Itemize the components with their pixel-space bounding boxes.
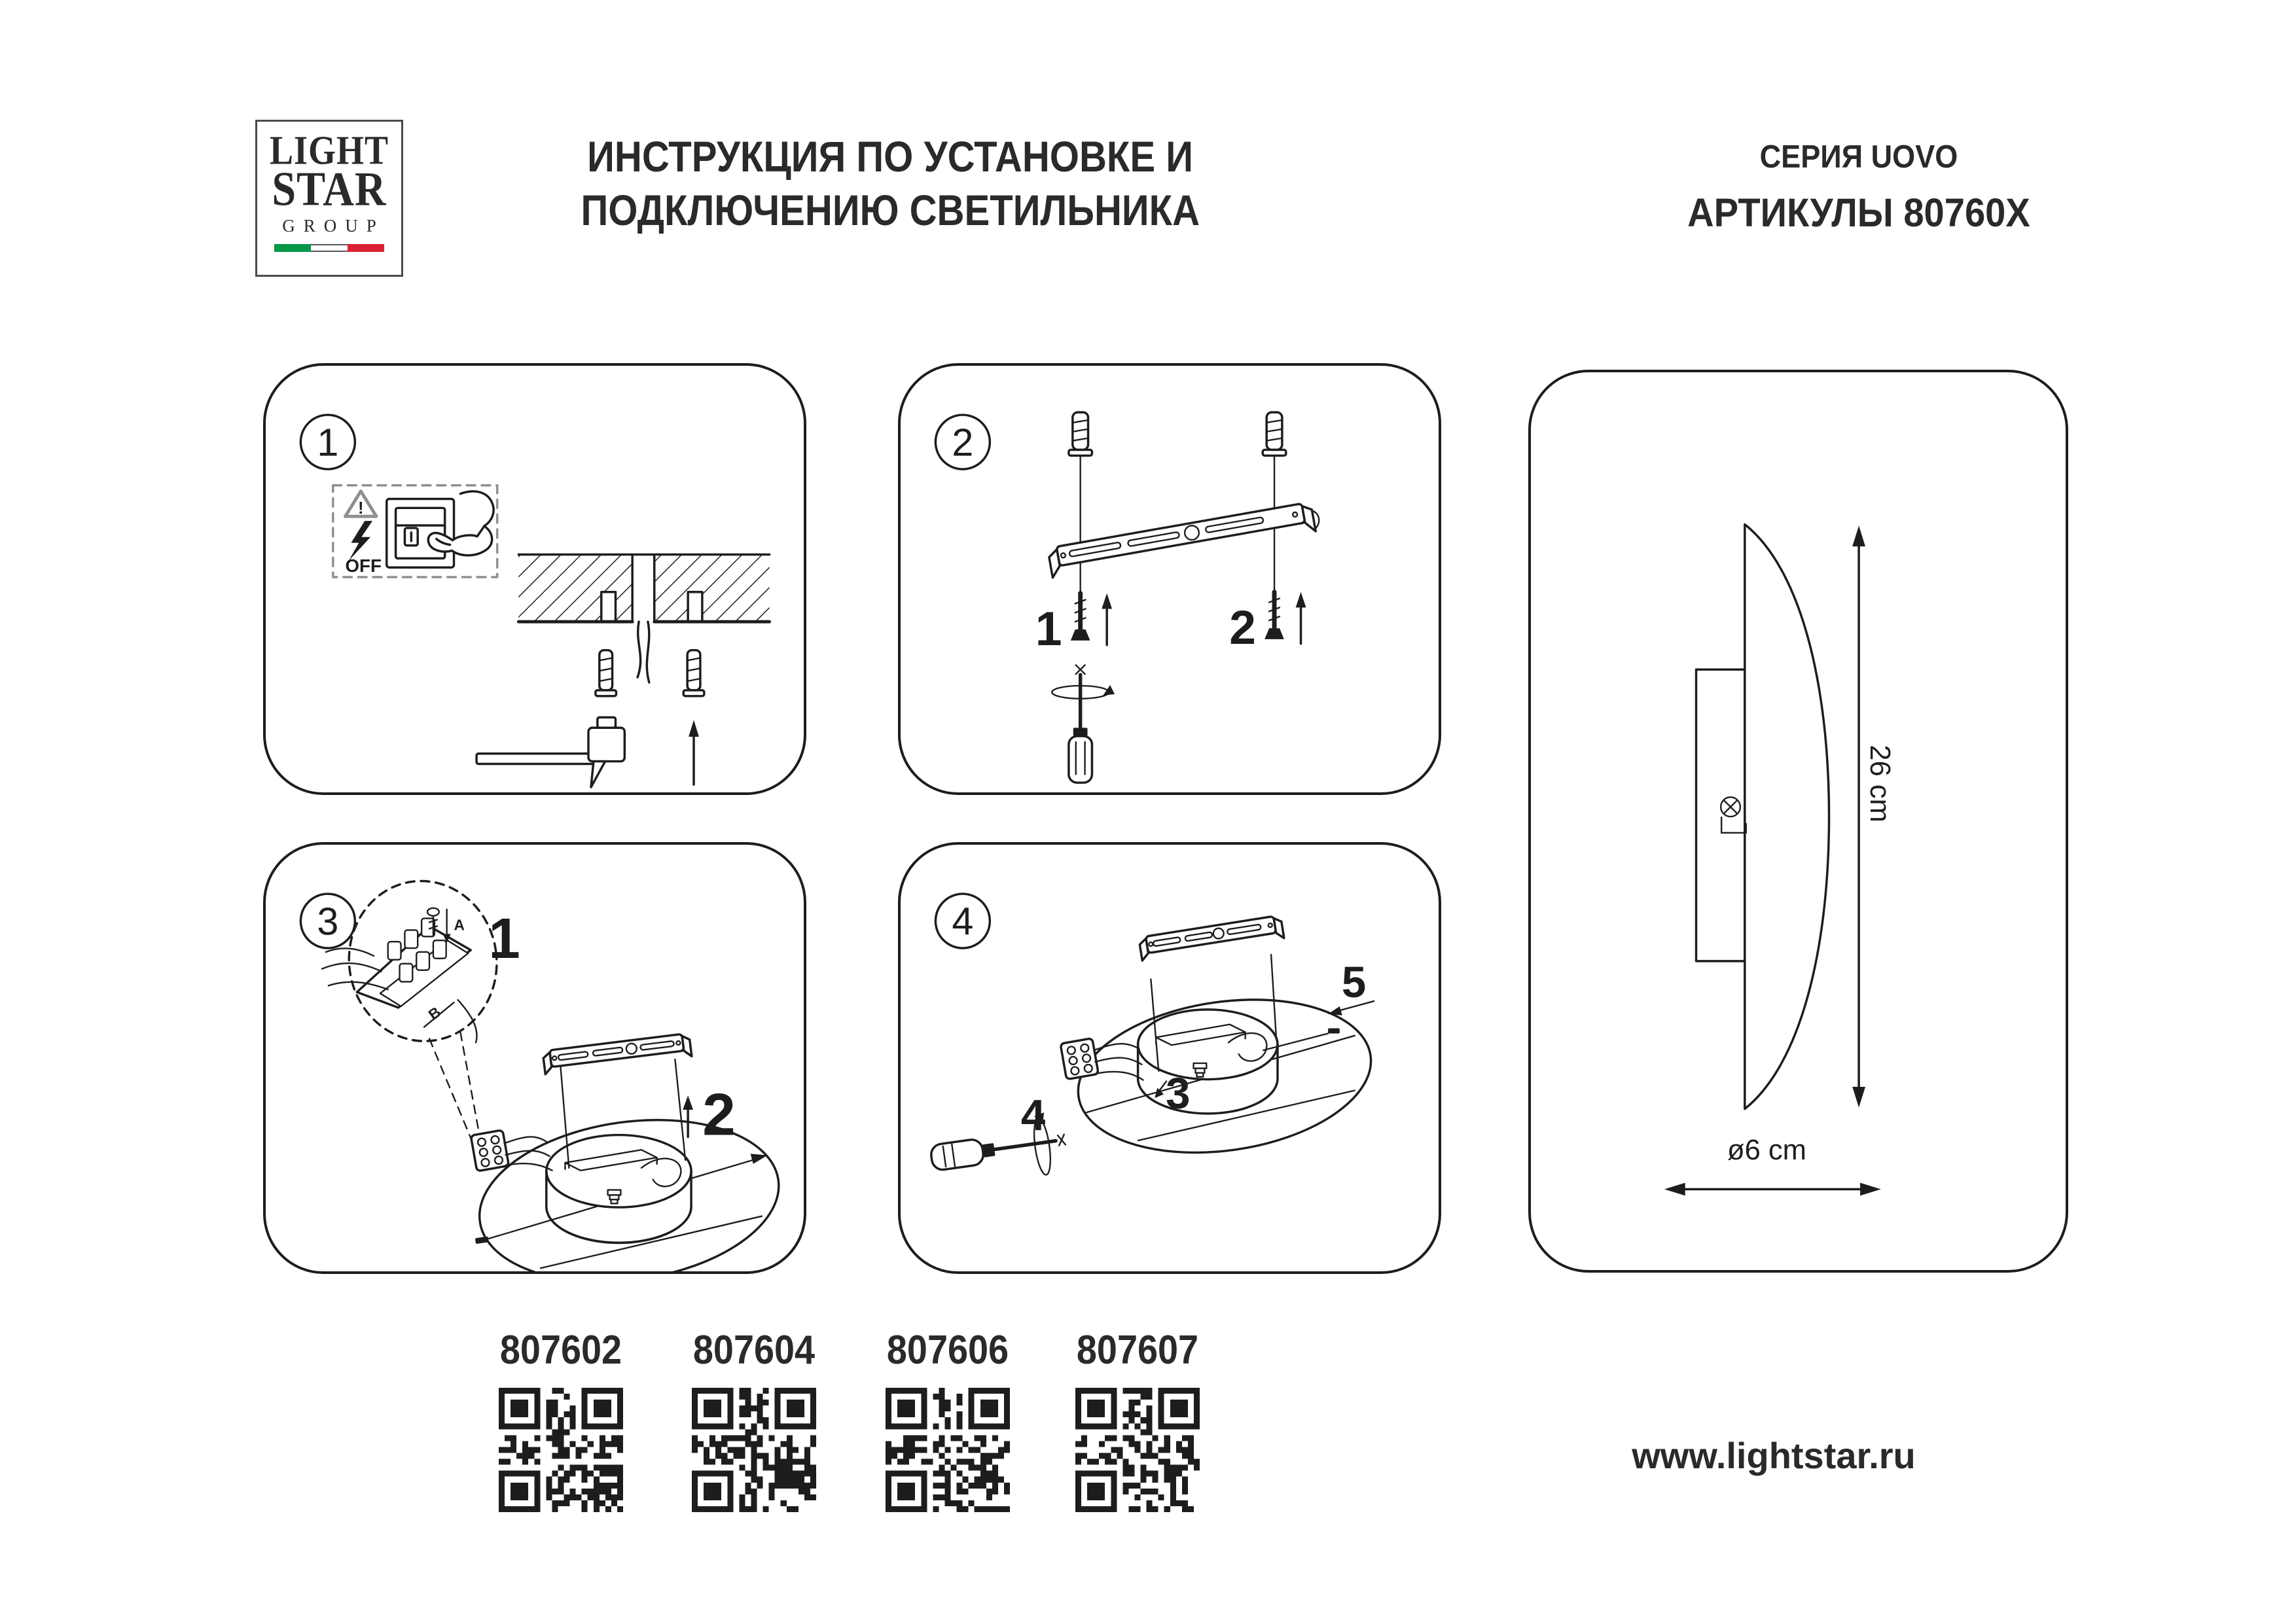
page-title — [419, 130, 1361, 237]
svg-text:3: 3 — [1166, 1069, 1191, 1119]
step-badge — [935, 415, 990, 469]
svg-text:!: ! — [357, 499, 364, 518]
mounting-bracket-icon — [1139, 915, 1284, 961]
flag-white — [311, 244, 348, 252]
breaker-switch-icon — [387, 499, 454, 568]
lightning-icon — [348, 521, 372, 561]
side-view-panel — [1528, 370, 2068, 1273]
height-label: 26 cm — [1863, 745, 1895, 822]
svg-text:4: 4 — [952, 899, 974, 944]
svg-text:1: 1 — [317, 420, 339, 465]
off-label: OFF — [345, 556, 382, 576]
svg-text:B: B — [425, 1003, 444, 1023]
screwdriver-icon — [927, 1110, 1069, 1191]
page-title-line2: ПОДКЛЮЧЕНИЮ СВЕТИЛЬНИКА — [581, 186, 1200, 234]
article-item — [669, 1327, 839, 1512]
logo-word-star: STAR — [272, 162, 387, 217]
wiring-step-label: 1 — [488, 906, 520, 970]
lamp-base — [1068, 915, 1381, 1171]
article-item — [1052, 1327, 1223, 1512]
mounting-bracket-icon — [1048, 501, 1321, 578]
mounting-bracket-icon — [543, 1033, 692, 1074]
height-dimension — [1852, 525, 1895, 1107]
step-badge — [935, 894, 990, 948]
step-badge — [300, 415, 355, 469]
dowel-icon — [683, 650, 704, 696]
up-arrow — [1102, 593, 1112, 645]
qr-code — [499, 1388, 623, 1512]
screw-1-label: 1 — [1035, 602, 1062, 656]
hammer-icon — [476, 717, 624, 787]
connector-block-icon — [471, 1130, 509, 1171]
svg-text:2: 2 — [952, 420, 974, 465]
article-number: 807602 — [499, 1328, 622, 1373]
up-arrow — [689, 720, 699, 785]
step-4-illustration — [901, 845, 1439, 1271]
article-number: 807604 — [692, 1328, 816, 1373]
screwdriver-step-label: 4 — [1020, 1091, 1046, 1140]
svg-text:3: 3 — [317, 899, 339, 944]
qr-code — [1075, 1388, 1200, 1512]
article-number: 807607 — [1076, 1328, 1199, 1373]
articles-heading: АРТИКУЛЫ 80760Х — [1687, 190, 2030, 235]
screw-a-arrow — [443, 909, 465, 943]
step-1-illustration — [266, 366, 804, 792]
warning-triangle-icon — [346, 491, 376, 518]
screw-icon — [1265, 592, 1284, 639]
flag-green — [274, 244, 311, 252]
article-number: 807606 — [886, 1328, 1009, 1373]
mains-wires — [637, 622, 649, 682]
hand-icon — [428, 491, 493, 556]
logo-word-light: LIGHT — [269, 128, 389, 173]
svg-text:A: A — [454, 916, 465, 934]
page-title-line1: ИНСТРУКЦИЯ ПО УСТАНОВКЕ И — [587, 132, 1193, 181]
website-link: www.lightstar.ru — [1632, 1435, 1916, 1476]
lightstar-logo — [255, 120, 403, 277]
dowel-icon — [1263, 412, 1286, 455]
step-2-panel — [898, 363, 1441, 795]
step-1-panel — [263, 363, 806, 795]
connector-block-icon — [1060, 1038, 1098, 1080]
qr-code — [692, 1388, 816, 1512]
step-4-panel — [898, 842, 1441, 1274]
series-name: СЕРИЯ UOVO — [1759, 139, 1958, 175]
svg-text:2: 2 — [702, 1082, 736, 1148]
screw-2-label: 2 — [1229, 601, 1256, 654]
step-3-illustration — [266, 845, 804, 1271]
step-badge — [300, 894, 355, 948]
article-item — [863, 1327, 1033, 1512]
italian-flag-icon — [274, 244, 384, 252]
qr-code — [886, 1388, 1010, 1512]
screwdriver-icon — [1052, 665, 1115, 783]
ceiling — [518, 552, 769, 683]
power-off-warning — [333, 485, 497, 577]
side-view-illustration — [1531, 372, 2066, 1270]
up-arrow — [1296, 592, 1306, 644]
dowel-icon — [596, 650, 617, 696]
wiring-callout — [322, 872, 507, 1147]
diameter-dimension — [1664, 1135, 1881, 1195]
flag-red — [348, 244, 384, 252]
article-item — [476, 1327, 646, 1512]
step-2-illustration — [901, 366, 1439, 792]
cover-step-label — [1328, 958, 1374, 1015]
lamp-side-profile — [1696, 524, 1829, 1108]
lamp-base — [462, 1033, 789, 1271]
logo-word-group: GROUP — [282, 216, 385, 236]
step-3-panel — [263, 842, 806, 1274]
diameter-label: ø6 cm — [1727, 1134, 1806, 1166]
dowel-icon — [1069, 412, 1092, 455]
series-info — [1597, 139, 2121, 236]
screw-icon — [1071, 593, 1090, 641]
svg-text:5: 5 — [1341, 958, 1367, 1008]
